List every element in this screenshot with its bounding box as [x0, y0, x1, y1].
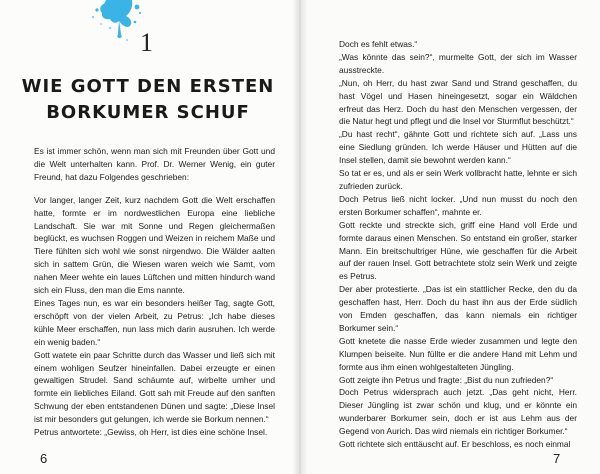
body-paragraph: Gott zeigte ihn Petrus und fragte: „Bist du nun zufrieden?“ [339, 374, 554, 385]
body-paragraph: Gott richtete sich enttäuscht auf. Er beschloss, es noch einmal [339, 439, 571, 450]
body-paragraph: „Was könnte das sein?“, murmelte Gott, der sich im Wasser ausstreckte. [339, 51, 577, 75]
chapter-title-line-1: WIE GOTT DEN ERSTEN [21, 76, 275, 97]
body-paragraph: Vor langer, langer Zeit, kurz nachdem Gott die Welt erschaffen hatte, formte er im nordwestlichen Europa eine liebliche Landschaft. Sie war mit Sonne und Regen gleichermaßen beglückt, es wuchsen Roggen und Weizen in reichem Maße und Tiere fühlten sich wohl wie sonst nirgendwo. Die Wälder aalten sich in sattem Grün, die Wiesen waren weich wie Samt, vom nahen Meer wehte ein laues Lüftchen und mitten hindurch wand sich ein Fluss, den man die Ems nannte. [34, 194, 275, 296]
left-body-text [34, 145, 275, 439]
body-paragraph: Doch Petrus widersprach auch jetzt. „Das geht nicht, Herr. Dieser Jüngling ist zwar schön und klug, und er könnte ein wunderbarer Borkumer sein, doch er ist aus Lehm aus der Gegend von Aurich. Das wird niemals ein richtiger Borkumer.“ [339, 387, 577, 437]
page-number-right: 7 [553, 451, 561, 466]
book-gutter [292, 0, 308, 474]
body-paragraph: Gott reckte und streckte sich, griff eine Hand voll Erde und formte daraus einen Menschen. So entstand ein großer, starker Mann. Ein breitschultriger Hüne, wie geschaffen für die Arbeit auf der rauen Insel. Gott betrachtete stolz sein Werk und zeigte es Petrus. [339, 219, 577, 282]
right-body-text [339, 38, 577, 451]
body-paragraph: Der aber protestierte. „Das ist ein stattlicher Recke, den du da geschaffen hast, Herr. Doch du hast ihn aus der Erde südlich von Emden geschaffen, das kann niemals ein richtiger Borkumer sein.“ [339, 284, 577, 333]
body-paragraph: Gott watete ein paar Schritte durch das Wasser und ließ sich mit einem wohligen Seufzer hineinfallen. Dabei erzeugte er einen gewaltigen Strudel. Sand schäumte auf, wirbelte umher und formte ein liebliches Eiland. Gott sah mit Freude auf den sanften Schwung der eben entstandenen Dünen und sagte: „Diese Insel ist mir besonders gut gelungen, ich werde sie Borkum nennen.“ [34, 349, 275, 425]
body-paragraph: Doch es fehlt etwas.“ [339, 39, 418, 49]
body-paragraph: Gott knetete die nasse Erde wieder zusammen und legte den Klumpen beiseite. Nun füllte er die andere Hand mit Lehm und formte aus ihm einen wohlgestalteten Jüngling. [339, 335, 577, 372]
right-page [304, 0, 600, 474]
body-paragraph: Doch Petrus ließ nicht locker. „Und nun musst du noch den ersten Borkumer schaffen“, mahnte er. [339, 193, 577, 217]
page-number-left: 6 [40, 451, 48, 466]
intro-paragraph: Es ist immer schön, wenn man sich mit Freunden über Gott und die Welt unterhalten kann. Prof. Dr. Werner Wenig, ein guter Freund, hat dazu Folgendes geschrieben: [34, 146, 275, 182]
body-paragraph: Petrus antwortete: „Gewiss, oh Herr, ist dies eine schöne Insel. [34, 427, 268, 438]
body-paragraph: Eines Tages nun, es war ein besonders heißer Tag, sagte Gott, erschöpft von der vielen Arbeit, zu Petrus: „Ich habe dieses kühle Meer erschaffen, nun lass mich darin ausruhen. Ich werde ein wenig baden.“ [34, 297, 275, 347]
body-paragraph: „Du hast recht“, gähnte Gott und richtete sich auf. „Lass uns eine Siedlung gründen. Ich werde Häuser und Hütten auf die Insel stellen, damit sie bewohnt werden kann.“ [339, 129, 577, 166]
blue-paint-splash [86, 0, 144, 46]
chapter-number: 1 [140, 28, 153, 57]
chapter-title [0, 74, 296, 126]
body-paragraph: „Nun, oh Herr, du hast zwar Sand und Strand geschaffen, du hast Vögel und Hasen hineingesetzt, sogar ein Wäldchen erfreut das Herz. Doch du hast den Menschen vergessen, der die Natur hegt und pflegt und die Insel vor Sturmflut beschützt.“ [339, 77, 577, 127]
body-paragraph: So tat er es, und als er sein Werk vollbracht hatte, lehnte er sich zufrieden zurück. [339, 168, 577, 191]
chapter-title-line-2: BORKUMER SCHUF [46, 102, 250, 123]
left-page [0, 0, 296, 474]
